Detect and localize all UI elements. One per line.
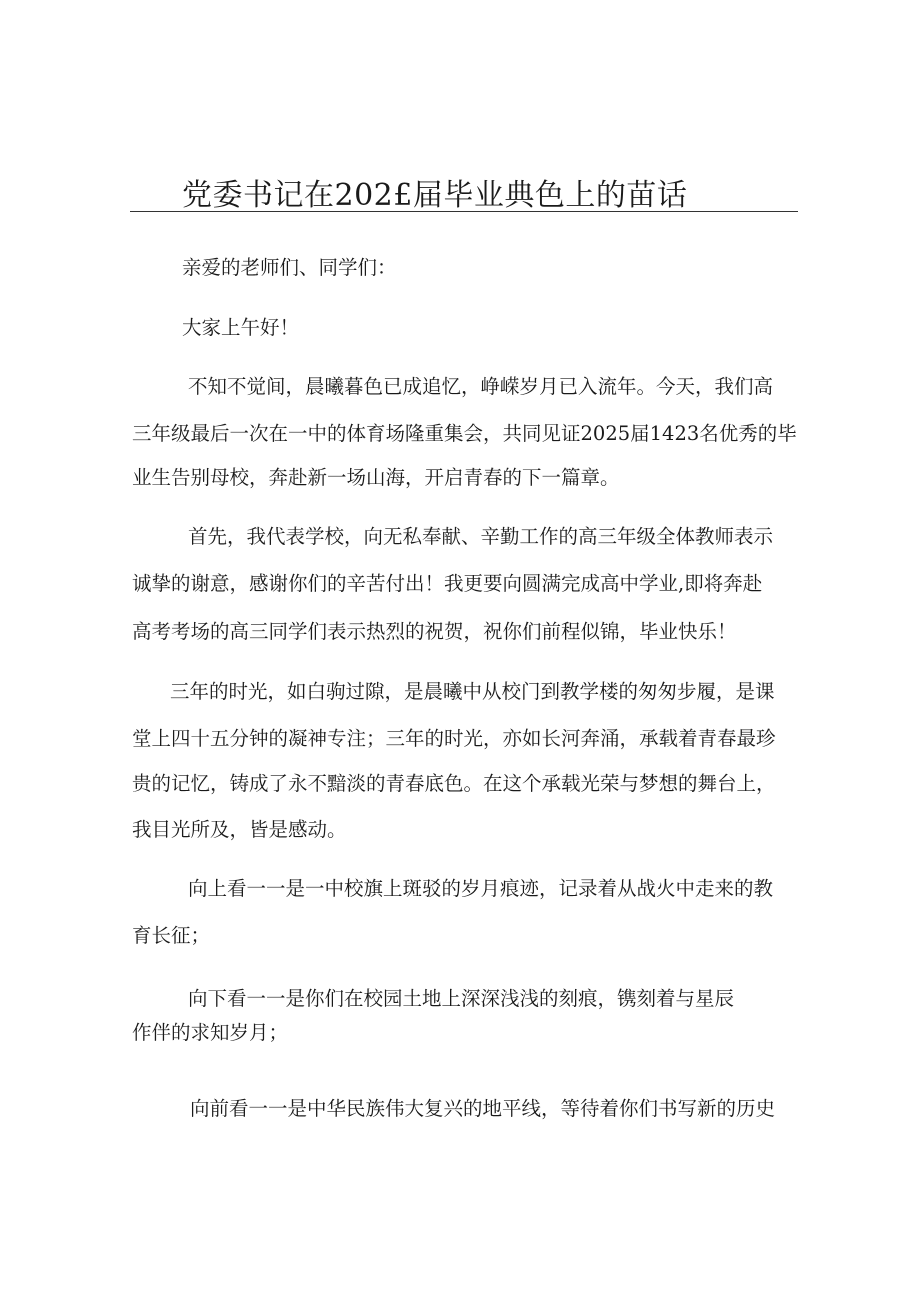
- paragraph-4-line-2: 育长征；: [132, 924, 211, 947]
- paragraph-6-line-1: 向前看一一是中华民族伟大复兴的地平线，等待着你们书写新的历史: [190, 1097, 776, 1120]
- paragraph-2-line-3: 高考考场的高三同学们表示热烈的祝贺，祝你们前程似锦，毕业快乐！: [132, 620, 737, 643]
- paragraph-5-line-1: 向下看一一是你们在校园土地上深深浅浅的刻痕，镌刻着与星辰: [188, 987, 735, 1010]
- paragraph-1-line-1: 不知不觉间，晨曦暮色已成追忆，峥嵘岁月已入流年。今天，我们高: [188, 375, 774, 398]
- paragraph-3-line-1: 三年的时光，如白驹过隙，是晨曦中从校门到教学楼的匆匆步履，是课: [170, 680, 775, 703]
- paragraph-4-line-1: 向上看一一是一中校旗上斑驳的岁月痕迹，记录着从战火中走来的教: [188, 877, 774, 900]
- salutation: 亲爱的老师们、同学们：: [182, 256, 397, 279]
- paragraph-2-line-2: 诚挚的谢意，感谢你们的辛苦付出！我更要向圆满完成高中学业,即将奔赴: [132, 572, 763, 595]
- paragraph-3-line-4: 我目光所及，皆是感动。: [132, 818, 347, 841]
- document-title: 党委书记在202£届毕业典色上的苗话: [182, 178, 688, 213]
- paragraph-1-line-2: 三年级最后一次在一中的体育场隆重集会，共同见证2025届1423名优秀的毕: [132, 422, 797, 445]
- greeting: 大家上午好！: [182, 316, 300, 339]
- paragraph-1-line-3: 业生告别母校，奔赴新一场山海，开启青春的下一篇章。: [132, 466, 620, 489]
- title-underline: [130, 211, 798, 212]
- paragraph-5-line-2: 作伴的求知岁月；: [132, 1021, 289, 1044]
- paragraph-3-line-2: 堂上四十五分钟的凝神专注；三年的时光，亦如长河奔涌，承载着青春最珍: [132, 727, 776, 750]
- paragraph-2-line-1: 首先，我代表学校，向无私奉献、辛勤工作的高三年级全体教师表示: [188, 525, 774, 548]
- paragraph-3-line-3: 贵的记忆，铸成了永不黯淡的青春底色。在这个承载光荣与梦想的舞台上，: [132, 772, 776, 795]
